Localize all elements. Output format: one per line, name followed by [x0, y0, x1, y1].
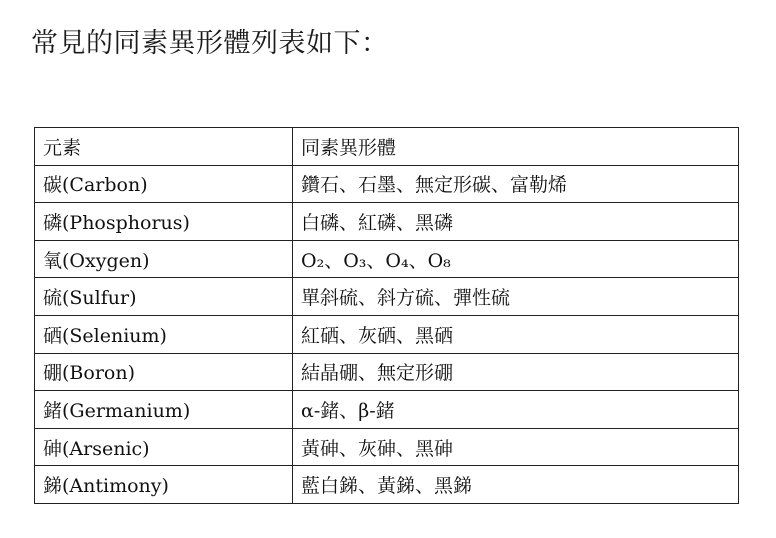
element-cell: 硒(Selenium) — [35, 315, 293, 353]
element-cell: 磷(Phosphorus) — [35, 203, 293, 241]
allotropes-cell: 鑽石、石墨、無定形碳、富勒烯 — [293, 165, 739, 203]
element-cell: 銻(Antimony) — [35, 466, 293, 504]
element-cell: 碳(Carbon) — [35, 165, 293, 203]
allotropes-cell: 黃砷、灰砷、黑砷 — [293, 428, 739, 466]
allotropes-cell: 結晶硼、無定形硼 — [293, 353, 739, 391]
table-row — [35, 278, 739, 316]
element-cell: 氧(Oxygen) — [35, 240, 293, 278]
table-row — [35, 240, 739, 278]
header-allotropes: 同素異形體 — [293, 128, 739, 166]
table-row — [35, 391, 739, 429]
page-heading: 常見的同素異形體列表如下： — [31, 28, 389, 59]
table-header-row — [35, 128, 739, 166]
allotropes-cell: 白磷、紅磷、黑磷 — [293, 203, 739, 241]
header-element: 元素 — [35, 128, 293, 166]
table-row — [35, 353, 739, 391]
element-cell: 硫(Sulfur) — [35, 278, 293, 316]
allotropes-cell: 紅硒、灰硒、黑硒 — [293, 315, 739, 353]
element-cell: 砷(Arsenic) — [35, 428, 293, 466]
table-row — [35, 466, 739, 504]
table-row — [35, 203, 739, 241]
element-cell: 鍺(Germanium) — [35, 391, 293, 429]
table-row — [35, 315, 739, 353]
table-row — [35, 165, 739, 203]
table-row — [35, 428, 739, 466]
allotropes-cell: α-鍺、β-鍺 — [293, 391, 739, 429]
allotropes-table — [34, 127, 739, 504]
allotropes-cell: 藍白銻、黃銻、黑銻 — [293, 466, 739, 504]
element-cell: 硼(Boron) — [35, 353, 293, 391]
allotropes-cell: O₂、O₃、O₄、O₈ — [293, 240, 739, 278]
allotropes-cell: 單斜硫、斜方硫、彈性硫 — [293, 278, 739, 316]
